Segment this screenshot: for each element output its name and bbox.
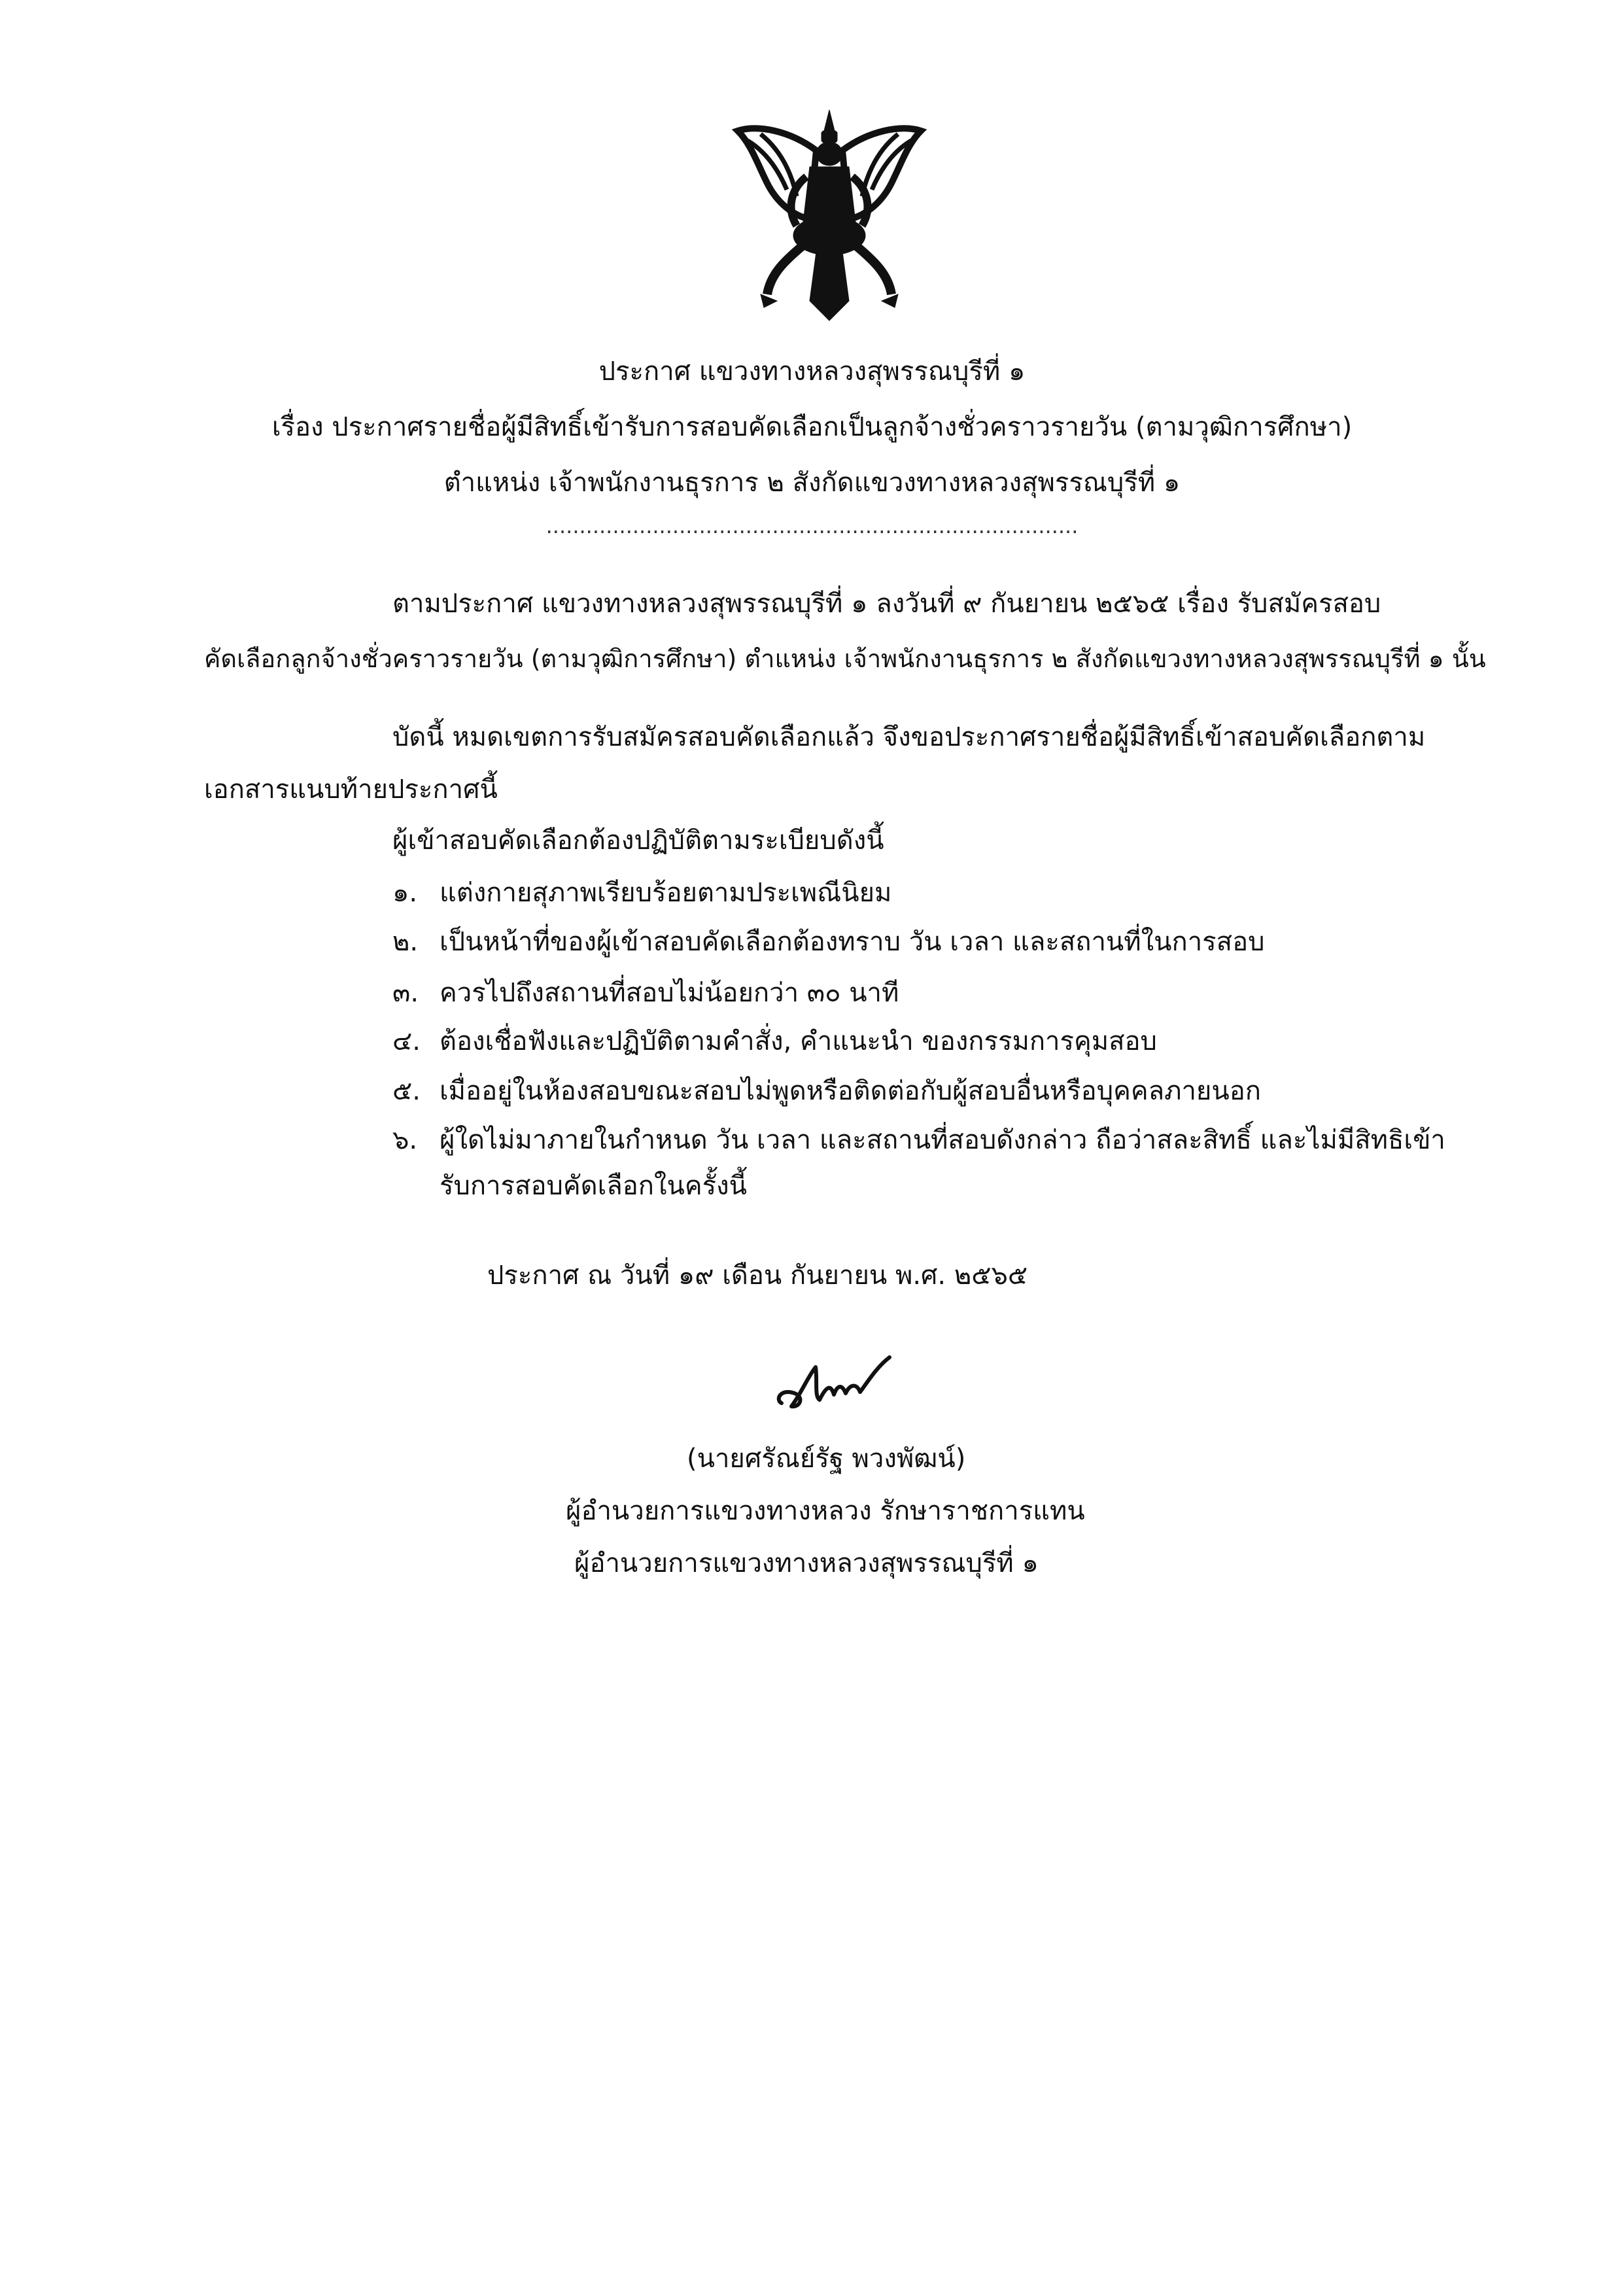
rule-text: เป็นหน้าที่ของผู้เข้าสอบคัดเลือกต้องทราบ วัน เวลา และสถานที่ในการสอบ: [440, 927, 1265, 957]
garuda-emblem-icon: [731, 105, 927, 327]
signature-icon: [769, 1348, 899, 1419]
paragraph-2-line-1: บัดนี้ หมดเขตการรับสมัครสอบคัดเลือกแล้ว จึงขอประกาศรายชื่อผู้มีสิทธิ์เข้าสอบคัดเลือกตาม: [392, 722, 1426, 752]
rule-text: ต้องเชื่อฟังและปฏิบัติตามคำสั่ง, คำแนะนำ ของกรรมการคุมสอบ: [440, 1026, 1157, 1056]
paragraph-2-line-2: เอกสารแนบท้ายประกาศนี้: [204, 774, 498, 805]
rule-text: ควรไปถึงสถานที่สอบไม่น้อยกว่า ๓๐ นาที: [440, 978, 899, 1008]
rule-number: ๕.: [392, 1076, 421, 1106]
announcement-title: ประกาศ แขวงทางหลวงสุพรรณบุรีที่ ๑: [598, 357, 1026, 387]
rules-intro: ผู้เข้าสอบคัดเลือกต้องปฏิบัติตามระเบียบดังนี้: [392, 826, 884, 856]
divider-dots: ................................................................................: [545, 513, 1079, 538]
rule-number: ๔.: [392, 1026, 421, 1056]
rule-text-continued: รับการสอบคัดเลือกในครั้งนี้: [440, 1171, 748, 1201]
rule-number: ๒.: [392, 927, 419, 957]
signer-name: (นายศรัณย์รัฐ พวงพัฒน์): [687, 1444, 966, 1474]
rule-text: แต่งกายสุภาพเรียบร้อยตามประเพณีนิยม: [440, 878, 892, 908]
announcement-position: ตำแหน่ง เจ้าพนักงานธุรการ ๒ สังกัดแขวงทางหลวงสุพรรณบุรีที่ ๑: [443, 468, 1181, 498]
paragraph-1-line-2: คัดเลือกลูกจ้างชั่วคราวรายวัน (ตามวุฒิการศึกษา) ตำแหน่ง เจ้าพนักงานธุรการ ๒ สังกัดแขวงทางหลวงสุพรรณบุรีที่ ๑ นั้น: [204, 644, 1486, 673]
announcement-subject: เรื่อง ประกาศรายชื่อผู้มีสิทธิ์เข้ารับการสอบคัดเลือกเป็นลูกจ้างชั่วคราวรายวัน (ตามวุฒิการศึกษา): [271, 412, 1353, 442]
rule-number: ๓.: [392, 978, 419, 1008]
rule-text: ผู้ใดไม่มาภายในกำหนด วัน เวลา และสถานที่สอบดังกล่าว ถือว่าสละสิทธิ์ และไม่มีสิทธิเข้า: [440, 1125, 1445, 1155]
rule-number: ๑.: [392, 878, 418, 908]
announcement-date: ประกาศ ณ วันที่ ๑๙ เดือน กันยายน พ.ศ. ๒๕๖๕: [487, 1261, 1028, 1291]
rule-text: เมื่ออยู่ในห้องสอบขณะสอบไม่พูดหรือติดต่อกับผู้สอบอื่นหรือบุคคลภายนอก: [440, 1076, 1261, 1106]
signer-position-2: ผู้อำนวยการแขวงทางหลวงสุพรรณบุรีที่ ๑: [574, 1548, 1039, 1578]
paragraph-1-line-1: ตามประกาศ แขวงทางหลวงสุพรรณบุรีที่ ๑ ลงวันที่ ๙ กันยายน ๒๕๖๕ เรื่อง รับสมัครสอบ: [392, 589, 1381, 619]
rule-number: ๖.: [392, 1125, 418, 1155]
signer-position-1: ผู้อำนวยการแขวงทางหลวง รักษาราชการแทน: [566, 1496, 1085, 1526]
